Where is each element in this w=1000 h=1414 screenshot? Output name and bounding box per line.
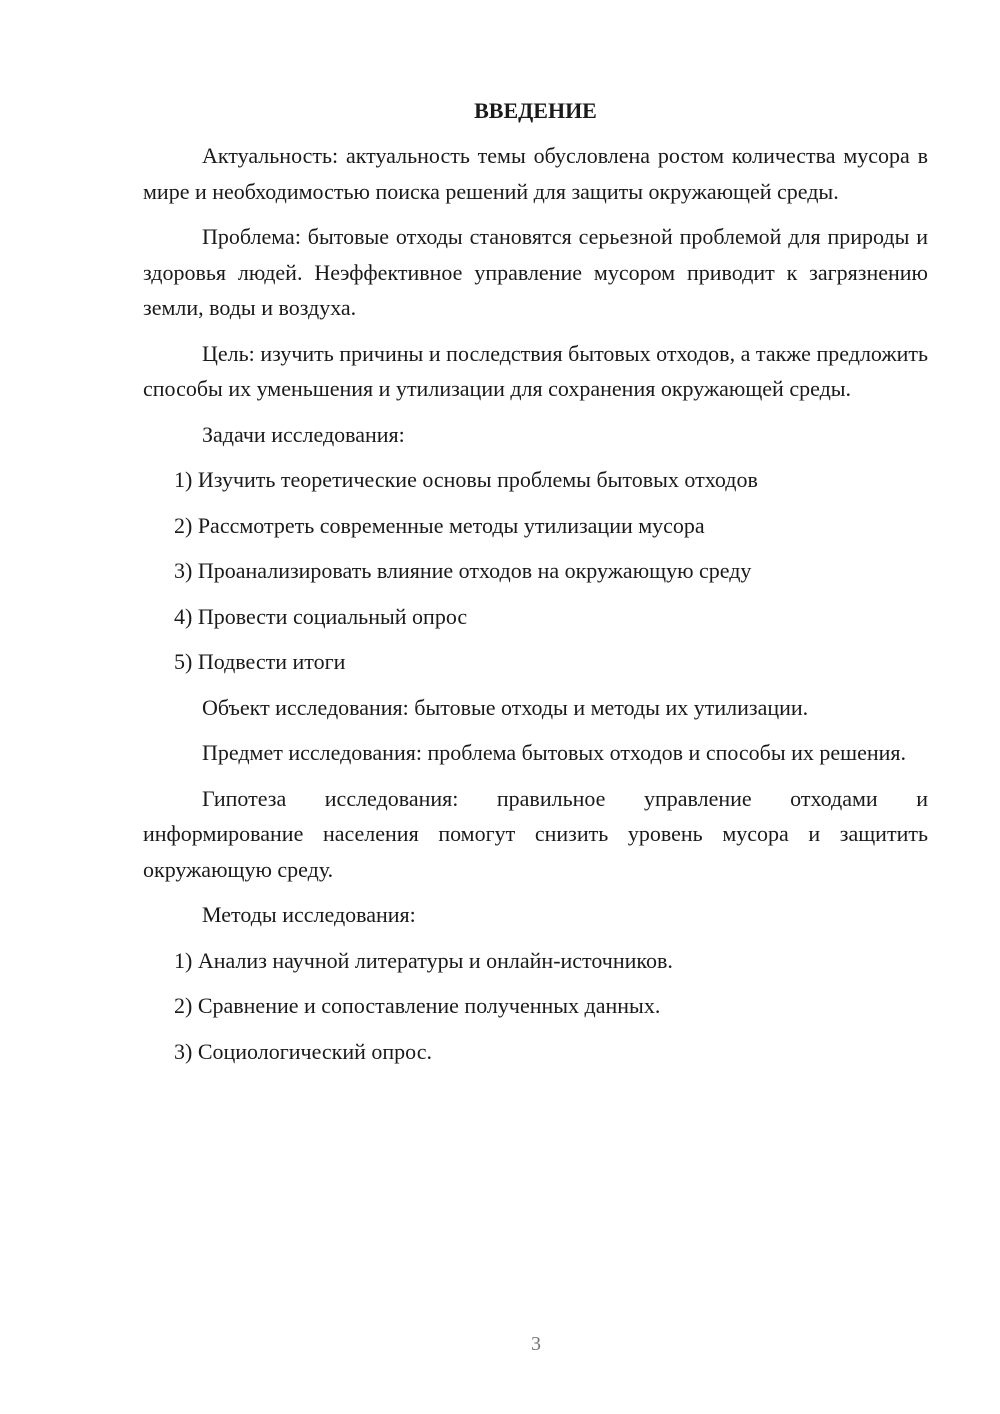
list-item: 1) Изучить теоретические основы проблемы бытовых отходов <box>174 467 758 492</box>
hypothesis-paragraph: Гипотеза исследования: правильное управление отходами и информирование населения помогут снизить уровень мусора и защитить окружающую среду. <box>143 785 928 882</box>
document-page <box>143 96 928 1079</box>
subject-paragraph: Предмет исследования: проблема бытовых отходов и способы их решения. <box>202 740 907 765</box>
methods-list <box>143 943 928 1070</box>
relevance-paragraph: Актуальность: актуальность темы обусловлена ростом количества мусора в мире и необходимостью поиска решений для защиты окружающей среды. <box>143 143 928 204</box>
object-paragraph: Объект исследования: бытовые отходы и методы их утилизации. <box>202 694 809 720</box>
list-item: 2) Рассмотреть современные методы утилизации мусора <box>174 512 705 538</box>
methods-heading: Методы исследования: <box>202 902 416 927</box>
problem-paragraph: Проблема: бытовые отходы становятся серьезной проблемой для природы и здоровья людей. Неэффективное управление мусором приводит к загрязнению земли, воды и воздуха. <box>143 224 928 320</box>
list-item: 3) Проанализировать влияние отходов на окружающую среду <box>174 558 752 583</box>
list-item: 3) Социологический опрос. <box>174 1038 432 1064</box>
page-number: 3 <box>531 1333 541 1355</box>
list-item: 5) Подвести итоги <box>174 649 346 674</box>
list-item: 1) Анализ научной литературы и онлайн-источников. <box>174 947 673 973</box>
tasks-list <box>143 462 928 680</box>
page-title: ВВЕДЕНИЕ <box>474 98 597 123</box>
list-item: 4) Провести социальный опрос <box>174 603 468 629</box>
tasks-heading: Задачи исследования: <box>202 421 405 447</box>
goal-paragraph: Цель: изучить причины и последствия бытовых отходов, а также предложить способы их уменьшения и утилизации для сохранения окружающей среды. <box>143 340 928 401</box>
list-item: 2) Сравнение и сопоставление полученных данных. <box>174 993 661 1018</box>
